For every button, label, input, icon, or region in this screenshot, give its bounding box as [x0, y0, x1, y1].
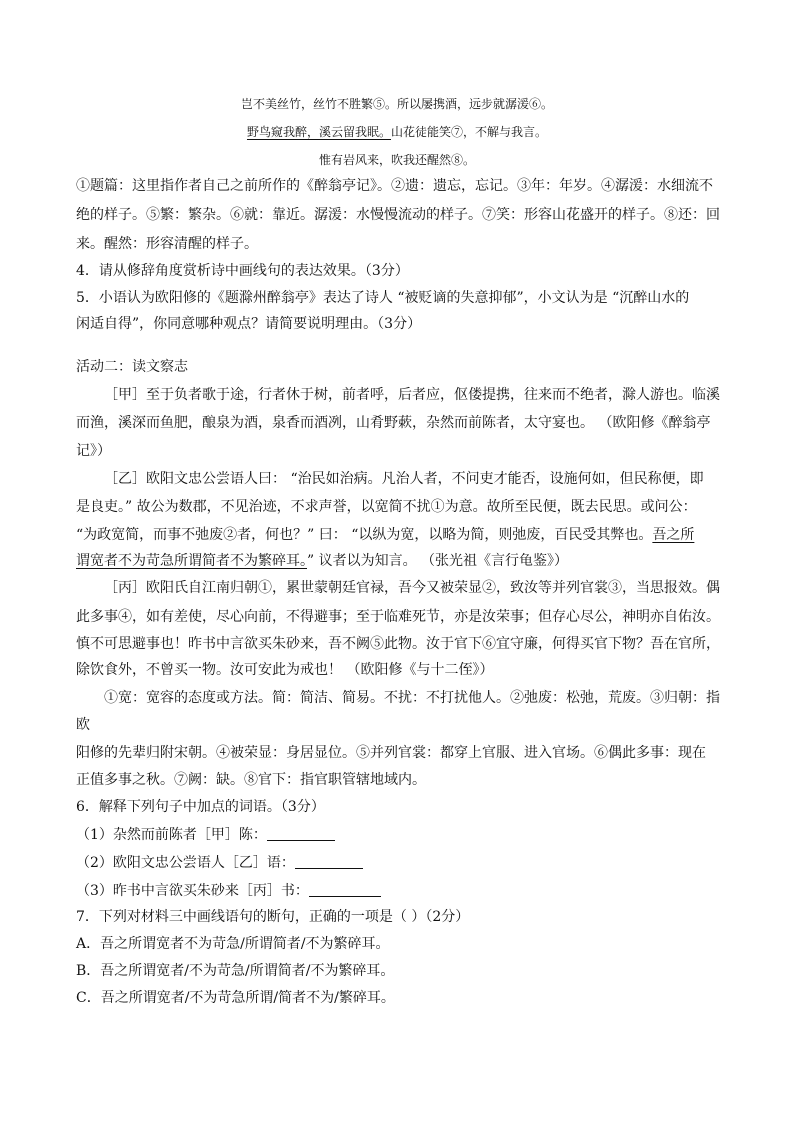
answer-blank[interactable]	[267, 826, 335, 841]
answer-blank[interactable]	[309, 882, 381, 897]
poem-underlined-sentence: 野鸟窥我醉，溪云留我眠。	[246, 125, 391, 139]
poem-line-3: 惟有岩风来，吹我还醒然⑧。	[318, 153, 475, 167]
passage-yi-line: ［乙］欧阳文忠公尝语人曰： “治民如治病。凡治人者，不问吏才能否，设施何如，但民称便，即	[104, 471, 704, 487]
passage-jia-line: 而渔，溪深而鱼肥，酿泉为酒，泉香而酒冽，山肴野蔌，杂然而前陈者，太守宴也。 （欧阳修《醉翁亭	[76, 415, 711, 431]
passage-yi-text: ” 议者以为知言。 （张光祖《言行龟鉴》）	[307, 553, 569, 569]
question-6: 6．解释下列句子中加点的词语。（3分）	[76, 799, 325, 815]
passage-yi-line: 是良吏。” 故公为数郡，不见治迹，不求声誉，以宽简不扰①为意。故所至民便，既去民思。或问公：	[76, 499, 697, 515]
passage-yi-line	[76, 551, 568, 571]
underlined-sentence: 吾之所	[652, 527, 695, 543]
poem-note-line: ①题篇：这里指作者自己之前所作的《醉翁亭记》。②遗：遗忘，忘记。③年：年岁。④潺湲：水细流不	[76, 178, 713, 194]
underlined-sentence: 谓宽者不为苛急所谓简者不为繁碎耳。	[76, 553, 307, 569]
passage-jia-line: 记》）	[76, 443, 111, 459]
poem-line-2	[0, 124, 794, 140]
passage-note-line: ①宽：宽容的态度或方法。简：简洁、简易。不扰：不打扰他人。②弛废：松弛，荒废。③归朝：指	[104, 690, 720, 706]
question-5-line: 闲适自得”，你同意哪种观点？请简要说明理由。（3分）	[76, 316, 422, 332]
poem-line-2-rest: 山花徒能笑⑦，不解与我言。	[391, 125, 548, 139]
passage-yi-text: “为政宽简，而事不弛废②者，何也？” 曰： “以纵为宽，以略为简，则弛废，百民受其弊也。	[76, 527, 653, 543]
activity-title: 活动二：读文察志	[76, 359, 188, 375]
poem-note-line: 来。醒然：形容清醒的样子。	[76, 236, 258, 252]
passage-bing-line: 除饮食外，不曾买一物。汝可安此为戒也！ （欧阳修《与十二侄》）	[76, 662, 494, 678]
question-7-option-b[interactable]: B．吾之所谓宽者/不为苛急/所谓简者/不为繁碎耳。	[76, 963, 395, 979]
passage-bing-line: 慎不可思避事也！昨书中言欲买朱砂来，吾不阙⑤此物。汝于官下⑥宜守廉，何得买官下物？吾在官所，	[76, 636, 720, 652]
question-6-item	[76, 853, 363, 873]
poem-line-1: 岂不美丝竹，丝竹不胜繁⑤。所以屡携酒，远步就潺湲⑥。	[240, 97, 553, 111]
question-6-item-text: （2）欧阳文忠公尝语人［乙］语：	[76, 855, 295, 871]
question-7-option-a[interactable]: A．吾之所谓宽者不为苛急/所谓简者/不为繁碎耳。	[76, 936, 390, 952]
answer-blank[interactable]	[295, 854, 363, 869]
passage-note-line: 欧	[76, 717, 90, 733]
question-7-option-c[interactable]: C．吾之所谓宽者/不为苛急所谓/简者不为/繁碎耳。	[76, 990, 395, 1006]
poem-note-line: 绝的样子。⑤繁：繁杂。⑥就：靠近。潺湲：水慢慢流动的样子。⑦笑：形容山花盛开的样子。⑧还：回	[76, 207, 720, 223]
passage-bing-line: ［丙］欧阳氏自江南归朝①，累世蒙朝廷官禄，吾今又被荣显②，致汝等并列官裳③，当思报效。偶	[104, 580, 720, 596]
question-6-item	[76, 881, 381, 901]
question-4: 4．请从修辞角度赏析诗中画线句的表达效果。（3分）	[76, 263, 409, 279]
question-7: 7．下列对材料三中画线语句的断句，正确的一项是（ ）（2分）	[76, 909, 470, 925]
question-6-item	[76, 825, 335, 845]
passage-note-line: 正值多事之秋。⑦阙：缺。⑧官下：指官职管辖地域内。	[76, 772, 426, 788]
passage-bing-line: 此多事④，如有差使，尽心向前，不得避事；至于临难死节，亦是汝荣事；但存心尽公，神明亦自佑汝。	[76, 609, 720, 625]
passage-note-line: 阳修的先辈归附宋朝。④被荣显：身居显位。⑤并列官裳：都穿上官服、进入官场。⑥偶此多事：现在	[76, 745, 706, 761]
question-6-item-text: （1）杂然而前陈者［甲］陈：	[76, 827, 267, 843]
question-6-item-text: （3）昨书中言欲买朱砂来［丙］书：	[76, 883, 309, 899]
passage-jia-line: ［甲］至于负者歌于途，行者休于树，前者呼，后者应，伛偻提携，往来而不绝者，滁人游也。临溪	[104, 387, 720, 403]
passage-yi-line	[76, 525, 694, 545]
question-5-line: 5．小语认为欧阳修的《题滁州醉翁亭》表达了诗人 “被贬谪的失意抑郁”，小文认为是 “沉醉山水的	[76, 290, 690, 306]
